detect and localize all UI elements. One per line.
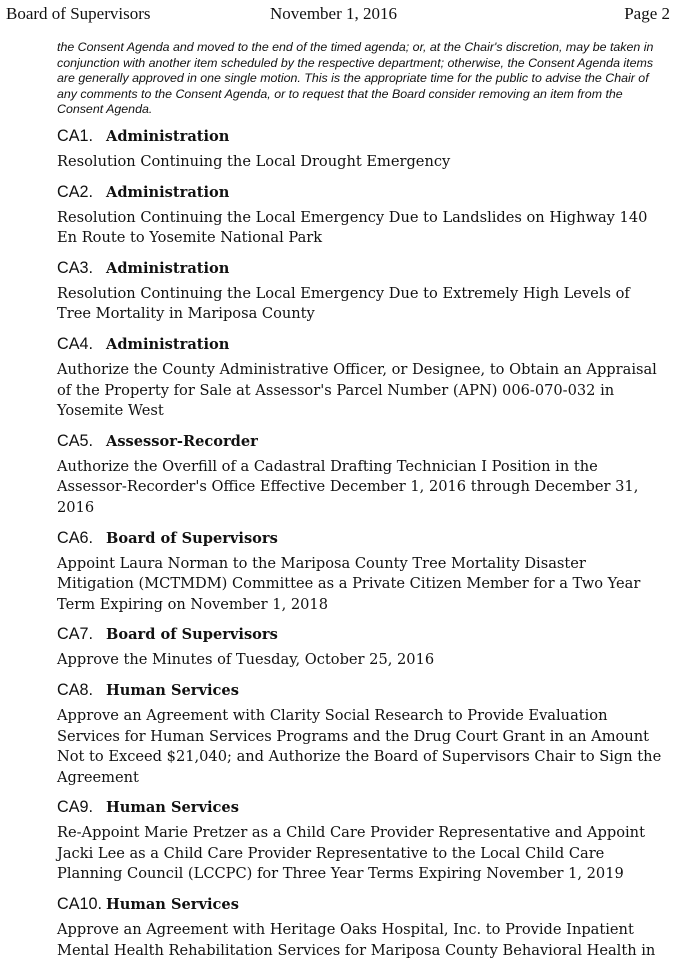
agenda-item (57, 332, 667, 422)
agenda-item (57, 526, 667, 616)
item-description: Authorize the Overfill of a Cadastral Drafting Technician I Position in the Assessor-Recorder's Office Effective December 1, 2016 through December 31, 2016 (57, 457, 639, 516)
item-number: CA6. (57, 528, 93, 547)
agenda-item (57, 622, 667, 671)
item-description: Authorize the County Administrative Officer, or Designee, to Obtain an Appraisal of the Property for Sale at Assessor's Parcel Number (APN) 006-070-032 in Yosemite West (57, 360, 657, 420)
item-department: Human Services (106, 681, 239, 699)
item-department: Human Services (106, 896, 239, 914)
page-header (6, 4, 670, 26)
header-date: November 1, 2016 (270, 4, 398, 23)
item-description: Approve the Minutes of Tuesday, October 25, 2016 (57, 651, 435, 669)
item-number: CA4. (57, 334, 93, 353)
item-number: CA2. (57, 182, 93, 201)
header-title: Board of Supervisors (6, 4, 151, 23)
consent-agenda-list (57, 124, 667, 968)
item-description: Re-Appoint Marie Pretzer as a Child Care Provider Representative and Appoint Jacki Lee as a Child Care Provider Representative to the Local Child Care Planning Council (LCCPC) for Three Year Terms Expiring November 1, 2019 (57, 824, 645, 883)
agenda-item (57, 678, 667, 788)
header-page-number: Page 2 (624, 4, 670, 23)
agenda-item (57, 124, 667, 173)
item-number: CA8. (57, 680, 93, 699)
item-department: Administration (106, 335, 230, 353)
item-number: CA9. (57, 798, 93, 817)
agenda-item (57, 892, 667, 961)
item-number: CA3. (57, 258, 93, 277)
item-description: Approve an Agreement with Clarity Social Research to Provide Evaluation Services for Human Services Programs and the Drug Court Grant in an Amount Not to Exceed $21,040; and Authorize the Board of Supervisors Chair to Sign the Agreement (57, 706, 662, 786)
item-department: Board of Supervisors (106, 529, 278, 547)
agenda-item (57, 795, 667, 885)
item-department: Board of Supervisors (106, 626, 278, 644)
item-number: CA5. (57, 431, 93, 450)
item-description: Approve an Agreement with Heritage Oaks Hospital, Inc. to Provide Inpatient Mental Health Rehabilitation Services for Mariposa County Behavioral Health in (57, 921, 656, 959)
item-description: Resolution Continuing the Local Emergency Due to Landslides on Highway 140 En Route to Yosemite National Park (57, 208, 648, 247)
item-department: Assessor-Recorder (106, 432, 258, 450)
item-description: Resolution Continuing the Local Drought Emergency (57, 153, 451, 170)
item-department: Human Services (106, 799, 239, 817)
item-description: Appoint Laura Norman to the Mariposa County Tree Mortality Disaster Mitigation (MCTMDM) Committee as a Private Citizen Member for a Two Year Term Expiring on November 1, 2018 (57, 554, 641, 613)
consent-agenda-intro: the Consent Agenda and moved to the end of the timed agenda; or, at the Chair's discretion, may be taken in conjunction with another item scheduled by the respective department; otherwise, the Consent Agenda items are generally approved in one single motion. This is the appropriate time for the public to advise the Chair of any comments to the Consent Agenda, or to request that the Board consider removing an item from the Consent Agenda. (57, 40, 654, 117)
item-number: CA10. (57, 895, 102, 914)
item-department: Administration (106, 183, 230, 201)
agenda-item (57, 180, 667, 249)
item-description: Resolution Continuing the Local Emergency Due to Extremely High Levels of Tree Mortality in Mariposa County (57, 284, 630, 323)
item-number: CA7. (57, 625, 93, 644)
agenda-item (57, 256, 667, 325)
agenda-item (57, 429, 667, 519)
item-department: Administration (106, 259, 230, 277)
item-department: Administration (106, 128, 230, 145)
item-number: CA1. (57, 127, 93, 145)
